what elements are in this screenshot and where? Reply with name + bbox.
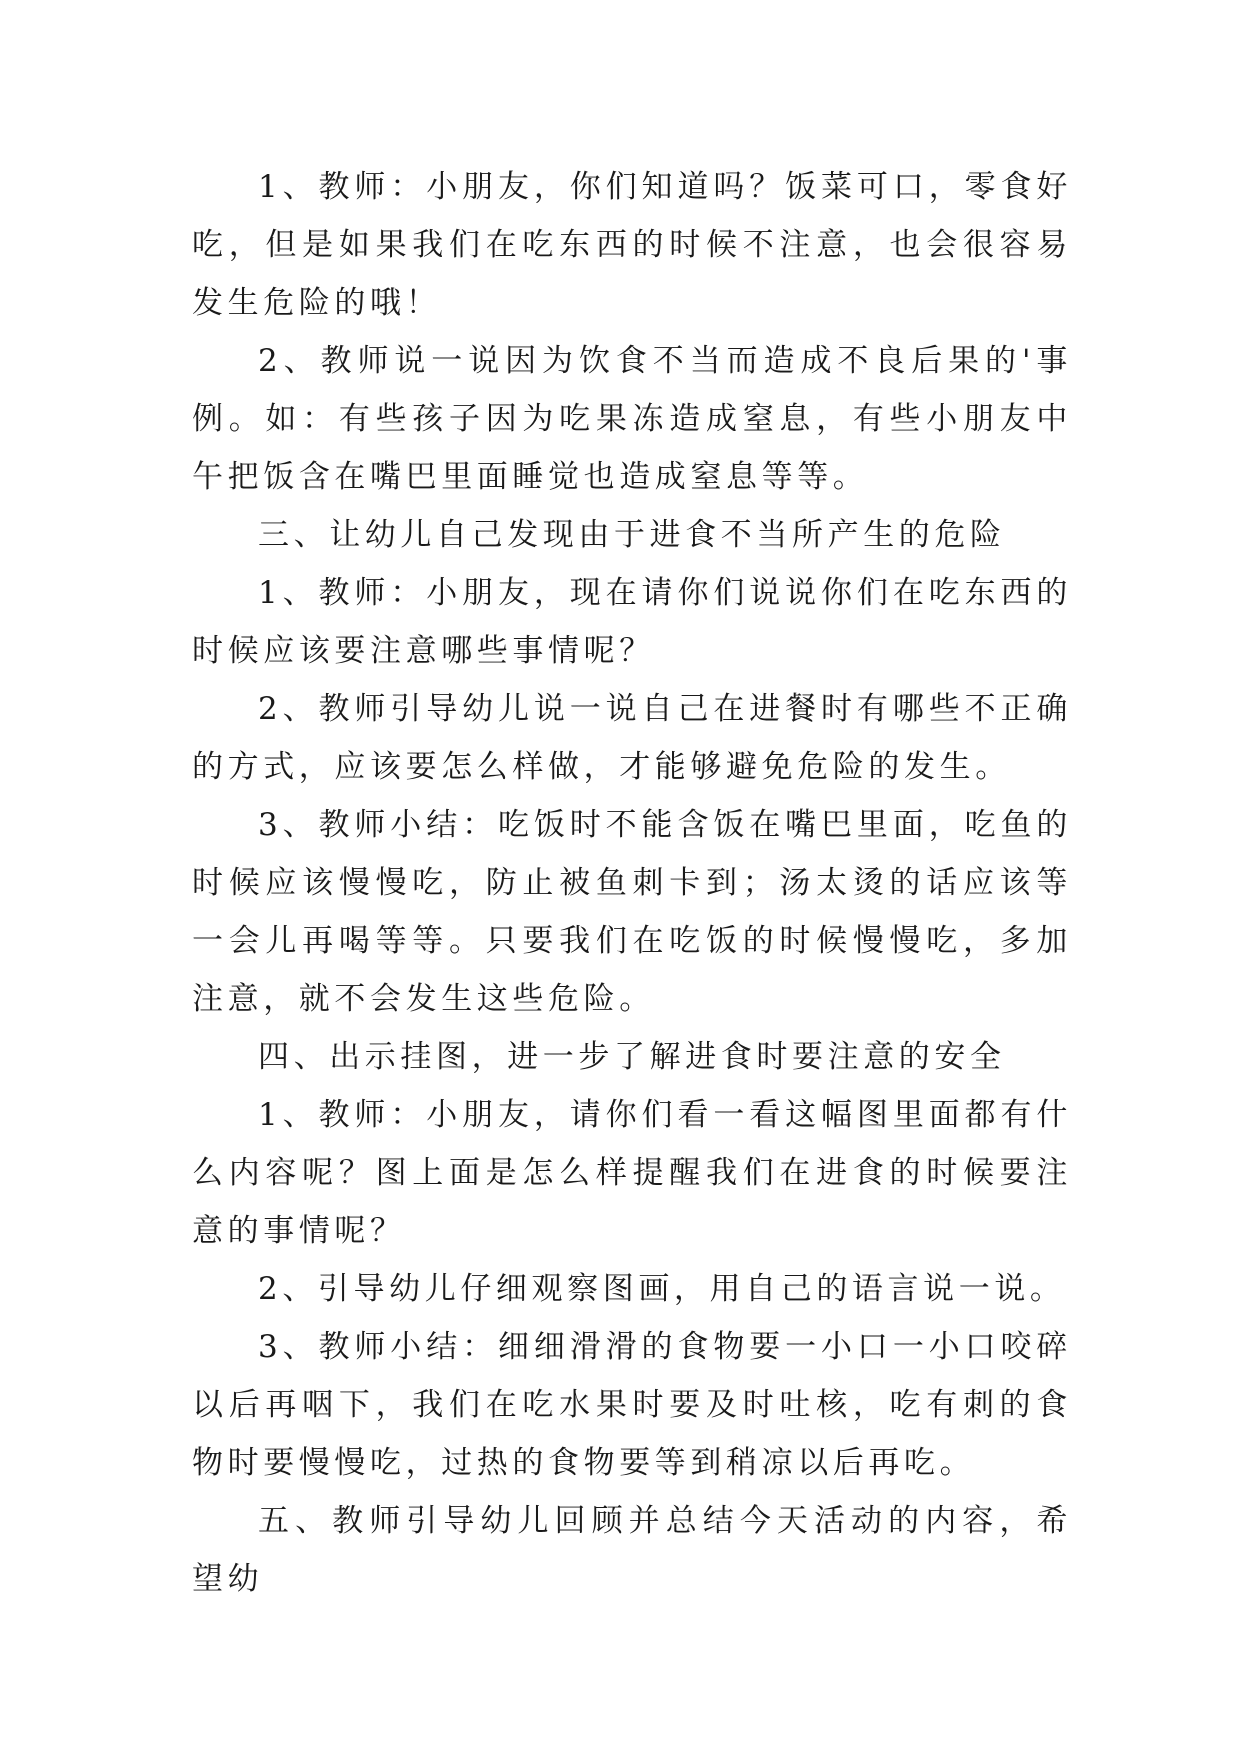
- paragraph-teacher-summary-2: 3、教师小结：细细滑滑的食物要一小口一小口咬碎以后再咽下，我们在吃水果时要及时吐核，吃有刺的食物时要慢慢吃，过热的食物要等到稍凉以后再吃。: [192, 1329, 1072, 1481]
- paragraph-teacher-intro: 1、教师：小朋友，你们知道吗？饭菜可口，零食好吃，但是如果我们在吃东西的时候不注意，也会很容易发生危险的哦！: [192, 169, 1072, 321]
- section-heading-four: 四、出示挂图，进一步了解进食时要注意的安全: [258, 1039, 1006, 1075]
- paragraph-picture-question: 1、教师：小朋友，请你们看一看这幅图里面都有什么内容呢？图上面是怎么样提醒我们在进食的时候要注意的事情呢？: [192, 1097, 1072, 1249]
- paragraph-guide-children: 2、教师引导幼儿说一说自己在进餐时有哪些不正确的方式，应该要怎么样做，才能够避免危险的发生。: [192, 691, 1072, 785]
- paragraph-teacher-summary-1: 3、教师小结：吃饭时不能含饭在嘴巴里面，吃鱼的时候应该慢慢吃，防止被鱼刺卡到；汤太烫的话应该等一会儿再喝等等。只要我们在吃饭的时候慢慢吃，多加注意，就不会发生这些危险。: [192, 807, 1072, 1017]
- paragraph-observe-picture: 2、引导幼儿仔细观察图画，用自己的语言说一说。: [258, 1271, 1066, 1307]
- document-body: [192, 158, 1072, 1608]
- section-heading-five: 五、教师引导幼儿回顾并总结今天活动的内容，希望幼: [192, 1503, 1072, 1597]
- section-heading-three: 三、让幼儿自己发现由于进食不当所产生的危险: [258, 517, 1006, 553]
- paragraph-teacher-question: 1、教师：小朋友，现在请你们说说你们在吃东西的时候应该要注意哪些事情呢？: [192, 575, 1072, 669]
- paragraph-teacher-examples: 2、教师说一说因为饮食不当而造成不良后果的'事例。如：有些孩子因为吃果冻造成窒息，有些小朋友中午把饭含在嘴巴里面睡觉也造成窒息等等。: [192, 343, 1072, 495]
